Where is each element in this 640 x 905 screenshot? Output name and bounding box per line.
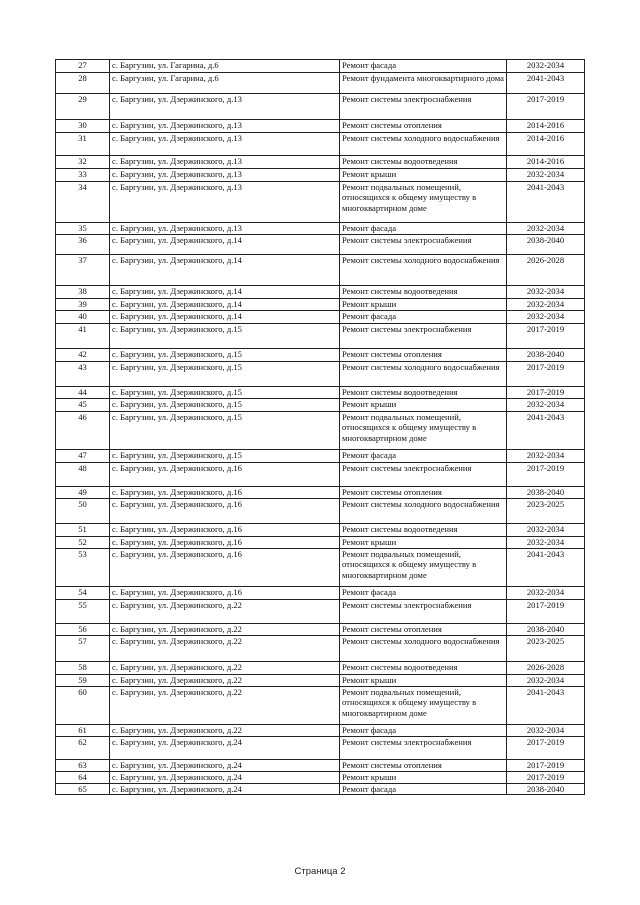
row-number-cell: 54 — [56, 587, 110, 600]
address-cell: с. Баргузин, ул. Дзержинского, д.13 — [110, 94, 340, 120]
address-cell: с. Баргузин, ул. Дзержинского, д.15 — [110, 324, 340, 349]
row-number-cell: 38 — [56, 286, 110, 299]
period-cell: 2026-2028 — [507, 662, 585, 675]
address-cell: с. Баргузин, ул. Дзержинского, д.13 — [110, 182, 340, 223]
address-cell: с. Баргузин, ул. Дзержинского, д.13 — [110, 156, 340, 169]
period-cell: 2032-2034 — [507, 399, 585, 412]
work-type-cell: Ремонт системы холодного водоснабжения — [340, 255, 507, 286]
period-cell: 2032-2034 — [507, 223, 585, 235]
address-cell: с. Баргузин, ул. Дзержинского, д.24 — [110, 760, 340, 772]
table-row — [56, 120, 585, 133]
period-cell: 2032-2034 — [507, 675, 585, 687]
row-number-cell: 62 — [56, 737, 110, 760]
work-type-cell: Ремонт системы отопления — [340, 760, 507, 772]
row-number-cell: 55 — [56, 600, 110, 624]
address-cell: с. Баргузин, ул. Дзержинского, д.15 — [110, 362, 340, 387]
period-cell: 2017-2019 — [507, 737, 585, 760]
period-cell: 2017-2019 — [507, 387, 585, 399]
address-cell: с. Баргузин, ул. Дзержинского, д.15 — [110, 412, 340, 450]
table-row — [56, 362, 585, 387]
row-number-cell: 43 — [56, 362, 110, 387]
address-cell: с. Баргузин, ул. Дзержинского, д.13 — [110, 133, 340, 156]
address-cell: с. Баргузин, ул. Гагарина, д.6 — [110, 60, 340, 73]
work-type-cell: Ремонт системы водоотведения — [340, 156, 507, 169]
table-body — [56, 60, 585, 795]
row-number-cell: 42 — [56, 349, 110, 362]
address-cell: с. Баргузин, ул. Дзержинского, д.22 — [110, 675, 340, 687]
row-number-cell: 40 — [56, 311, 110, 324]
address-cell: с. Баргузин, ул. Дзержинского, д.15 — [110, 399, 340, 412]
table-row — [56, 487, 585, 499]
row-number-cell: 30 — [56, 120, 110, 133]
address-cell: с. Баргузин, ул. Гагарина, д.6 — [110, 73, 340, 94]
row-number-cell: 58 — [56, 662, 110, 675]
period-cell: 2032-2034 — [507, 311, 585, 324]
address-cell: с. Баргузин, ул. Дзержинского, д.22 — [110, 687, 340, 725]
table-row — [56, 299, 585, 311]
table-row — [56, 524, 585, 537]
period-cell: 2041-2043 — [507, 549, 585, 587]
table-row — [56, 450, 585, 463]
period-cell: 2032-2034 — [507, 524, 585, 537]
address-cell: с. Баргузин, ул. Дзержинского, д.24 — [110, 772, 340, 784]
address-cell: с. Баргузин, ул. Дзержинского, д.16 — [110, 487, 340, 499]
table-row — [56, 156, 585, 169]
work-type-cell: Ремонт системы водоотведения — [340, 286, 507, 299]
row-number-cell: 36 — [56, 235, 110, 255]
address-cell: с. Баргузин, ул. Дзержинского, д.16 — [110, 537, 340, 549]
address-cell: с. Баргузин, ул. Дзержинского, д.14 — [110, 299, 340, 311]
table-row — [56, 687, 585, 725]
work-type-cell: Ремонт фасада — [340, 223, 507, 235]
table-row — [56, 549, 585, 587]
work-type-cell: Ремонт крыши — [340, 772, 507, 784]
period-cell: 2032-2034 — [507, 450, 585, 463]
work-type-cell: Ремонт подвальных помещений, относящихся к общему имуществу в многоквартирном доме — [340, 412, 507, 450]
row-number-cell: 61 — [56, 725, 110, 737]
period-cell: 2032-2034 — [507, 169, 585, 182]
table-row — [56, 255, 585, 286]
table-row — [56, 737, 585, 760]
table-row — [56, 324, 585, 349]
address-cell: с. Баргузин, ул. Дзержинского, д.14 — [110, 235, 340, 255]
table-row — [56, 537, 585, 549]
work-type-cell: Ремонт фасада — [340, 311, 507, 324]
address-cell: с. Баргузин, ул. Дзержинского, д.15 — [110, 349, 340, 362]
row-number-cell: 50 — [56, 499, 110, 524]
row-number-cell: 32 — [56, 156, 110, 169]
work-type-cell: Ремонт системы водоотведения — [340, 524, 507, 537]
work-type-cell: Ремонт системы электроснабжения — [340, 94, 507, 120]
period-cell: 2041-2043 — [507, 73, 585, 94]
work-type-cell: Ремонт системы отопления — [340, 120, 507, 133]
address-cell: с. Баргузин, ул. Дзержинского, д.15 — [110, 450, 340, 463]
row-number-cell: 37 — [56, 255, 110, 286]
work-type-cell: Ремонт системы электроснабжения — [340, 737, 507, 760]
table-row — [56, 73, 585, 94]
period-cell: 2041-2043 — [507, 182, 585, 223]
work-type-cell: Ремонт системы отопления — [340, 624, 507, 636]
work-type-cell: Ремонт подвальных помещений, относящихся к общему имуществу в многоквартирном доме — [340, 182, 507, 223]
address-cell: с. Баргузин, ул. Дзержинского, д.14 — [110, 255, 340, 286]
table-row — [56, 349, 585, 362]
table-row — [56, 499, 585, 524]
period-cell: 2017-2019 — [507, 463, 585, 487]
row-number-cell: 47 — [56, 450, 110, 463]
period-cell: 2032-2034 — [507, 537, 585, 549]
work-type-cell: Ремонт фасада — [340, 725, 507, 737]
row-number-cell: 35 — [56, 223, 110, 235]
address-cell: с. Баргузин, ул. Дзержинского, д.15 — [110, 387, 340, 399]
table-row — [56, 182, 585, 223]
address-cell: с. Баргузин, ул. Дзержинского, д.14 — [110, 311, 340, 324]
period-cell: 2041-2043 — [507, 412, 585, 450]
work-type-cell: Ремонт крыши — [340, 675, 507, 687]
address-cell: с. Баргузин, ул. Дзержинского, д.16 — [110, 524, 340, 537]
table-row — [56, 387, 585, 399]
table-row — [56, 169, 585, 182]
work-type-cell: Ремонт системы отопления — [340, 349, 507, 362]
table-row — [56, 760, 585, 772]
address-cell: с. Баргузин, ул. Дзержинского, д.22 — [110, 624, 340, 636]
row-number-cell: 60 — [56, 687, 110, 725]
work-type-cell: Ремонт системы холодного водоснабжения — [340, 636, 507, 662]
row-number-cell: 34 — [56, 182, 110, 223]
table-row — [56, 60, 585, 73]
table-row — [56, 636, 585, 662]
table-row — [56, 463, 585, 487]
table-row — [56, 235, 585, 255]
table-row — [56, 286, 585, 299]
period-cell: 2017-2019 — [507, 772, 585, 784]
row-number-cell: 31 — [56, 133, 110, 156]
period-cell: 2017-2019 — [507, 94, 585, 120]
work-type-cell: Ремонт системы электроснабжения — [340, 324, 507, 349]
table-row — [56, 675, 585, 687]
work-type-cell: Ремонт системы электроснабжения — [340, 463, 507, 487]
period-cell: 2032-2034 — [507, 587, 585, 600]
row-number-cell: 63 — [56, 760, 110, 772]
period-cell: 2014-2016 — [507, 120, 585, 133]
period-cell: 2032-2034 — [507, 60, 585, 73]
period-cell: 2041-2043 — [507, 687, 585, 725]
table-row — [56, 133, 585, 156]
work-type-cell: Ремонт фасада — [340, 450, 507, 463]
row-number-cell: 48 — [56, 463, 110, 487]
row-number-cell: 46 — [56, 412, 110, 450]
address-cell: с. Баргузин, ул. Дзержинского, д.16 — [110, 499, 340, 524]
row-number-cell: 33 — [56, 169, 110, 182]
period-cell: 2032-2034 — [507, 286, 585, 299]
period-cell: 2014-2016 — [507, 133, 585, 156]
row-number-cell: 44 — [56, 387, 110, 399]
table-row — [56, 223, 585, 235]
row-number-cell: 53 — [56, 549, 110, 587]
table-row — [56, 587, 585, 600]
period-cell: 2032-2034 — [507, 725, 585, 737]
work-type-cell: Ремонт фундамента многоквартирного дома — [340, 73, 507, 94]
table-row — [56, 784, 585, 795]
work-type-cell: Ремонт системы водоотведения — [340, 387, 507, 399]
period-cell: 2017-2019 — [507, 600, 585, 624]
page-number: Страница 2 — [294, 866, 346, 877]
row-number-cell: 64 — [56, 772, 110, 784]
address-cell: с. Баргузин, ул. Дзержинского, д.13 — [110, 169, 340, 182]
row-number-cell: 45 — [56, 399, 110, 412]
address-cell: с. Баргузин, ул. Дзержинского, д.13 — [110, 223, 340, 235]
row-number-cell: 56 — [56, 624, 110, 636]
address-cell: с. Баргузин, ул. Дзержинского, д.16 — [110, 463, 340, 487]
work-type-cell: Ремонт системы электроснабжения — [340, 235, 507, 255]
period-cell: 2014-2016 — [507, 156, 585, 169]
work-type-cell: Ремонт системы холодного водоснабжения — [340, 362, 507, 387]
table-row — [56, 662, 585, 675]
work-type-cell: Ремонт системы электроснабжения — [340, 600, 507, 624]
address-cell: с. Баргузин, ул. Дзержинского, д.24 — [110, 737, 340, 760]
repair-schedule-table — [55, 59, 585, 795]
period-cell: 2017-2019 — [507, 760, 585, 772]
period-cell: 2038-2040 — [507, 235, 585, 255]
row-number-cell: 59 — [56, 675, 110, 687]
work-type-cell: Ремонт крыши — [340, 169, 507, 182]
period-cell: 2026-2028 — [507, 255, 585, 286]
row-number-cell: 49 — [56, 487, 110, 499]
work-type-cell: Ремонт системы водоотведения — [340, 662, 507, 675]
period-cell: 2017-2019 — [507, 362, 585, 387]
address-cell: с. Баргузин, ул. Дзержинского, д.16 — [110, 549, 340, 587]
row-number-cell: 28 — [56, 73, 110, 94]
work-type-cell: Ремонт крыши — [340, 299, 507, 311]
row-number-cell: 51 — [56, 524, 110, 537]
period-cell: 2038-2040 — [507, 624, 585, 636]
table-row — [56, 600, 585, 624]
work-type-cell: Ремонт подвальных помещений, относящихся к общему имуществу в многоквартирном доме — [340, 549, 507, 587]
period-cell: 2023-2025 — [507, 499, 585, 524]
period-cell: 2038-2040 — [507, 487, 585, 499]
work-type-cell: Ремонт крыши — [340, 537, 507, 549]
work-type-cell: Ремонт подвальных помещений, относящихся к общему имуществу в многоквартирном доме — [340, 687, 507, 725]
address-cell: с. Баргузин, ул. Дзержинского, д.14 — [110, 286, 340, 299]
period-cell: 2032-2034 — [507, 299, 585, 311]
table-row — [56, 311, 585, 324]
table-row — [56, 772, 585, 784]
table-row — [56, 412, 585, 450]
work-type-cell: Ремонт системы холодного водоснабжения — [340, 499, 507, 524]
address-cell: с. Баргузин, ул. Дзержинского, д.16 — [110, 587, 340, 600]
row-number-cell: 65 — [56, 784, 110, 795]
address-cell: с. Баргузин, ул. Дзержинского, д.24 — [110, 784, 340, 795]
work-type-cell: Ремонт фасада — [340, 587, 507, 600]
period-cell: 2038-2040 — [507, 349, 585, 362]
address-cell: с. Баргузин, ул. Дзержинского, д.22 — [110, 662, 340, 675]
work-type-cell: Ремонт системы холодного водоснабжения — [340, 133, 507, 156]
row-number-cell: 27 — [56, 60, 110, 73]
address-cell: с. Баргузин, ул. Дзержинского, д.22 — [110, 725, 340, 737]
row-number-cell: 41 — [56, 324, 110, 349]
work-type-cell: Ремонт крыши — [340, 399, 507, 412]
address-cell: с. Баргузин, ул. Дзержинского, д.22 — [110, 636, 340, 662]
table-row — [56, 725, 585, 737]
work-type-cell: Ремонт фасада — [340, 60, 507, 73]
table-row — [56, 624, 585, 636]
period-cell: 2023-2025 — [507, 636, 585, 662]
address-cell: с. Баргузин, ул. Дзержинского, д.22 — [110, 600, 340, 624]
address-cell: с. Баргузин, ул. Дзержинского, д.13 — [110, 120, 340, 133]
row-number-cell: 52 — [56, 537, 110, 549]
row-number-cell: 29 — [56, 94, 110, 120]
table-row — [56, 399, 585, 412]
work-type-cell: Ремонт фасада — [340, 784, 507, 795]
row-number-cell: 57 — [56, 636, 110, 662]
period-cell: 2017-2019 — [507, 324, 585, 349]
period-cell: 2038-2040 — [507, 784, 585, 795]
work-type-cell: Ремонт системы отопления — [340, 487, 507, 499]
row-number-cell: 39 — [56, 299, 110, 311]
table-row — [56, 94, 585, 120]
